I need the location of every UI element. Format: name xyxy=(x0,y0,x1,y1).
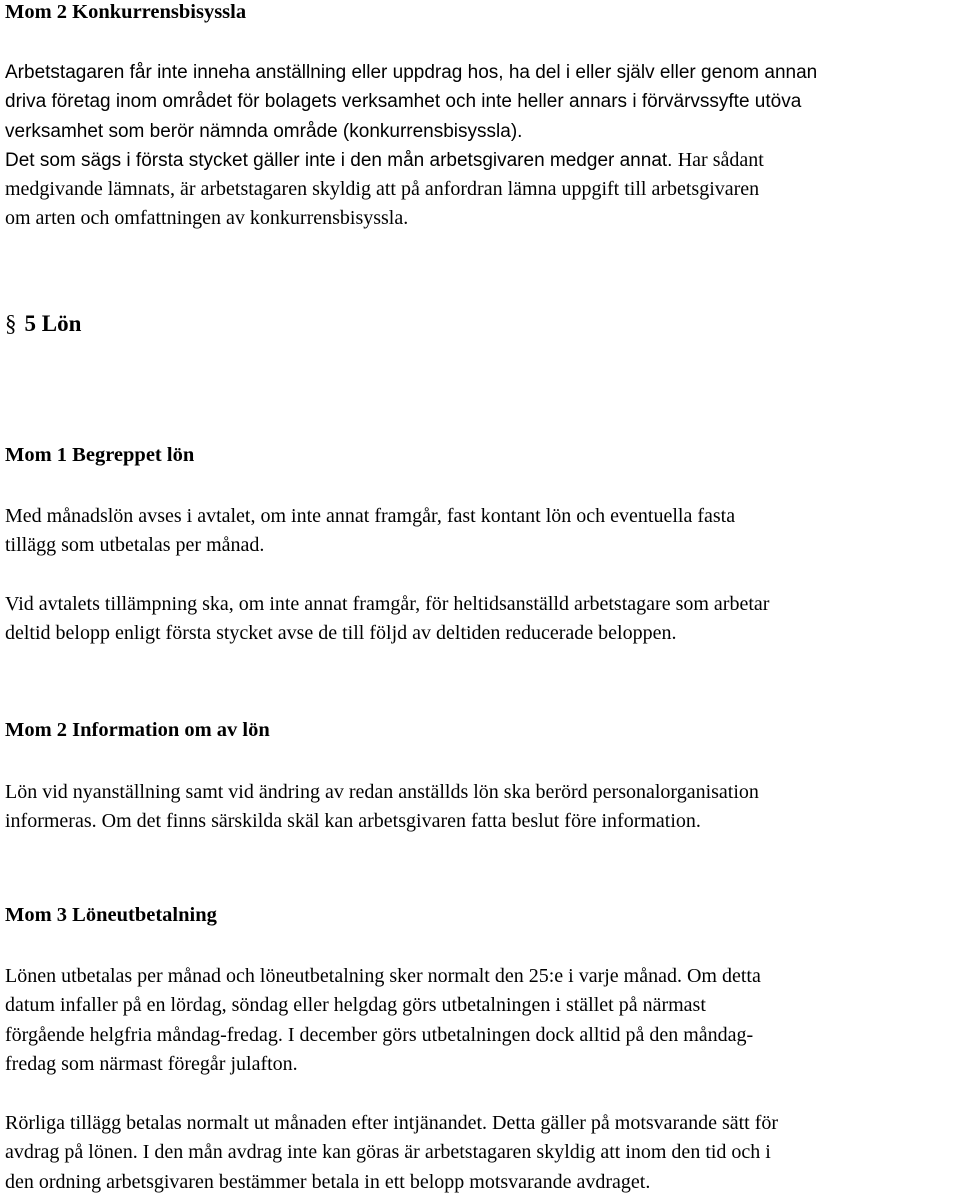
text-line: Lön vid nyanställning samt vid ändring av redan anställds lön ska berörd personalorganisation xyxy=(5,781,759,803)
text-line: deltid belopp enligt första stycket avse de till följd av deltiden reducerade beloppen. xyxy=(5,622,677,645)
paragraph-information xyxy=(5,778,759,837)
text-segment-serif: Har sådant xyxy=(677,148,764,171)
heading-mom2-information: Mom 2 Information om av lön xyxy=(5,719,270,741)
text-segment-sans: Det som sägs i första stycket gäller inte i den mån arbetsgivaren medger annat. xyxy=(5,149,673,171)
section-heading-5-lon xyxy=(5,310,81,338)
text-line: Vid avtalets tillämpning ska, om inte annat framgår, för heltidsanställd arbetstagare som arbetar xyxy=(5,593,770,615)
paragraph-deltid xyxy=(5,590,769,649)
text-line: förgående helgfria måndag-fredag. I december görs utbetalningen dock alltid på den måndag- xyxy=(5,1023,754,1046)
paragraph-utbetalning xyxy=(5,962,761,1079)
text-line: avdrag på lönen. I den mån avdrag inte kan göras är arbetstagaren skyldig att inom den tid och i xyxy=(5,1141,771,1164)
heading-mom3-loneutbetalning: Mom 3 Löneutbetalning xyxy=(5,904,217,926)
text-line: datum infaller på en lördag, söndag eller helgdag görs utbetalningen i stället på närmast xyxy=(5,994,706,1017)
text-line: om arten och omfattningen av konkurrensbisyssla. xyxy=(5,207,409,230)
text-line: den ordning arbetsgivaren bestämmer betala in ett belopp motsvarande avdraget. xyxy=(5,1170,651,1193)
text-line: verksamhet som berör nämnda område (konkurrensbisyssla). xyxy=(5,120,523,142)
text-line-mixed xyxy=(5,146,817,175)
text-line: Arbetstagaren får inte inneha anställning eller uppdrag hos, ha del i eller själv eller genom annan xyxy=(5,62,818,83)
text-line: fredag som närmast föregår julafton. xyxy=(5,1052,298,1075)
paragraph-konkurrensbisyssla xyxy=(5,58,817,234)
text-line: tillägg som utbetalas per månad. xyxy=(5,534,265,557)
paragraph-sign-icon: § xyxy=(5,311,17,336)
text-line: Lönen utbetalas per månad och löneutbetalning sker normalt den 25:e i varje månad. Om detta xyxy=(5,965,761,987)
section-title: 5 Lön xyxy=(24,311,82,336)
text-line: driva företag inom området för bolagets verksamhet och inte heller annars i förvärvssyfte utöva xyxy=(5,91,802,113)
text-line: Med månadslön avses i avtalet, om inte annat framgår, fast kontant lön och eventuella fasta xyxy=(5,505,736,527)
text-line: informeras. Om det finns särskilda skäl kan arbetsgivaren fatta beslut före information. xyxy=(5,810,701,833)
text-line: Rörliga tillägg betalas normalt ut månaden efter intjänandet. Detta gäller på motsvarande sätt för xyxy=(5,1112,779,1134)
text-line: medgivande lämnats, är arbetstagaren skyldig att på anfordran lämna uppgift till arbetsgivaren xyxy=(5,178,760,201)
heading-mom1-begreppet-lon: Mom 1 Begreppet lön xyxy=(5,444,195,466)
paragraph-manadslon xyxy=(5,502,735,561)
heading-mom2-konkurrensbisyssla: Mom 2 Konkurrensbisyssla xyxy=(5,1,247,23)
paragraph-rorliga-tillagg xyxy=(5,1109,778,1197)
